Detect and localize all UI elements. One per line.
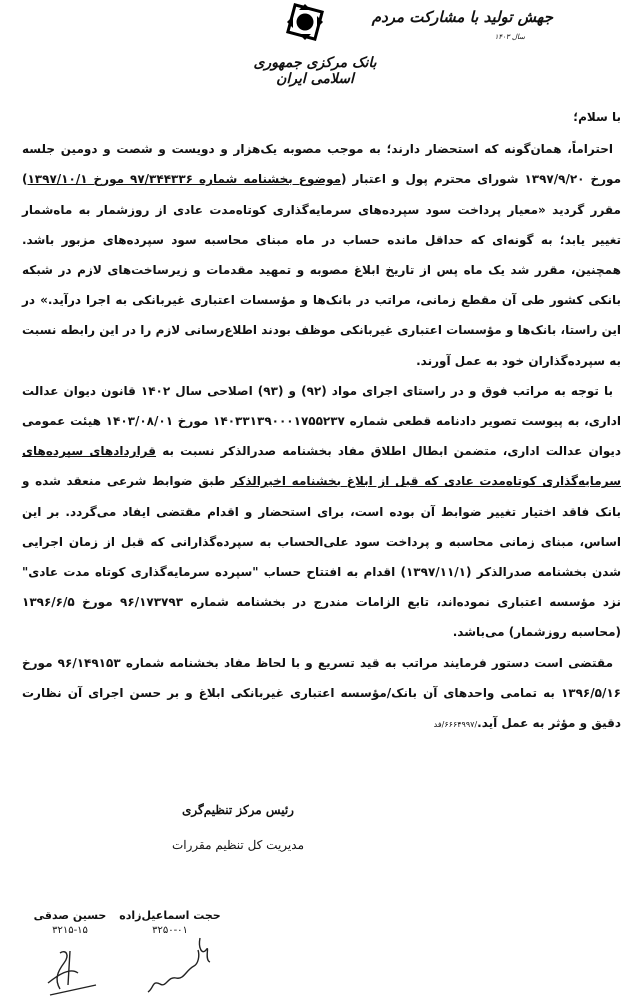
signature-1-icon	[140, 930, 230, 1000]
p2-text-a: با توجه به مراتب فوق و در راستای اجرای مواد (۹۲) و (۹۳) اصلاحی سال ۱۴۰۲ قانون دیوان عدالت اداری، به پیوست تصویر دادنامه قطعی شماره ۱۴۰۳۳۱۳۹۰۰۰۱۷۵۵۲۳۷ مورخ ۱۴۰۳/۰۸/۰۱ هیئت عمومی دیوان عدالت اداری، متضمن ابطال اطلاق مفاد بخشنامه صدرالذکر نسبت به	[22, 383, 622, 459]
reference-code: /۶۶۶۴۹۹۷/فد	[433, 720, 478, 730]
greeting: با سلام؛	[573, 110, 621, 124]
p1-text-a: احتراماً، همان‌گونه که استحضار دارند؛ به موجب مصوبه یک‌هزار و دویست و شصت و دومین جلسه مورخ ۱۳۹۷/۹/۲۰ شورای محترم پول و اعتبار (	[22, 142, 621, 187]
year-slogan: جهش تولید با مشارکت مردم	[371, 8, 553, 26]
cbi-emblem-icon	[285, 2, 325, 42]
p3-text: مقتضی است دستور فرمایند مراتب به قید تسریع و با لحاظ مفاد بخشنامه شماره ۹۶/۱۴۹۱۵۳ مورخ ۱۳۹۶/۵/۱۶ به تمامی واحدهای آن بانک/مؤسسه اعتباری غیربانکی ابلاغ و بر حسن اجرای آن نظارت دقیق و مؤثر به عمل آید.	[22, 655, 621, 731]
bank-name: بانک مرکزی جمهوری اسلامی ایران	[253, 55, 377, 87]
signer-code: ۳۲۱۵-۱۵	[52, 925, 88, 936]
p2-bold-ruling: مبنای زمانی محاسبه و پرداخت سود علی‌الحساب به سپرده‌گذارانی که قبل از زمان اجرایی شدن بخشنامه صدرالذکر (۱۳۹۷/۱۱/۱) اقدام به افتتاح حساب "سپرده سرمایه‌گذاری کوتاه مدت عادی" نزد مؤسسه اعتباری نموده‌اند، تابع الزامات مندرج در بخشنامه شماره ۹۶/۱۷۳۷۹۳ مورخ ۱۳۹۶/۶/۵ (محاسبه روزشمار) می‌باشد.	[22, 534, 621, 640]
paragraph-1	[22, 134, 621, 376]
paragraph-3	[22, 648, 621, 741]
signer-code: ۳۲۵۰-۰۱	[152, 925, 188, 936]
paragraph-2	[22, 376, 621, 648]
p1-text-b: ) مقرر گردید «معیار پرداخت سود سپرده‌های سرمایه‌گذاری کوتاه‌مدت عادی از روزشمار به ماه‌شمار تغییر یابد؛ به گونه‌ای که حداقل مانده حساب در ماه مبنای محاسبه سود سپرده‌های مزبور باشد. همچنین، مقرر شد یک ماه پس از تاریخ ابلاغ مصوبه و تمهید مقدمات و زیرساخت‌های لازم در شبکه بانکی کشور طی آن مقطع زمانی، مراتب در بانک‌ها و مؤسسات اعتباری غیربانکی به اجرا درآید.» در این راستا، بانک‌ها و مؤسسات اعتباری غیربانکی موظف بودند اطلاع‌رسانی لازم را در این رابطه نسبت به سپرده‌گذاران خود به عمل آورند.	[22, 172, 621, 368]
signer-2	[25, 908, 115, 938]
contracts-underlined: قراردادهای سپرده‌های سرمایه‌گذاری کوتاه‌مدت عادی که قبل از ابلاغ بخشنامه اخیرالذکر	[22, 444, 621, 489]
circular-reference-underlined: موضوع بخشنامه شماره ۹۷/۳۴۴۳۳۶ مورخ ۱۳۹۷/۱۰/۱	[27, 172, 342, 187]
signature-2-icon	[40, 945, 100, 1000]
signer-name: حجت اسماعیل‌زاده	[119, 909, 221, 922]
signatory-title: رئیس مرکز تنظیم‌گری	[182, 803, 294, 817]
letter-body	[22, 102, 621, 740]
signer-name: حسین صدقی	[33, 909, 107, 922]
p2-text-b: طبق ضوابط شرعی منعقد شده و بانک فاقد اختیار تغییر ضوابط آن بوده است، برای استحضار و اقدام مقتضی ایفاد می‌گردد. بر این اساس،	[22, 474, 621, 549]
year-slogan-subtitle: سال ۱۴۰۳	[494, 33, 525, 41]
department-title: مدیریت کل تنظیم مقررات	[171, 838, 304, 852]
